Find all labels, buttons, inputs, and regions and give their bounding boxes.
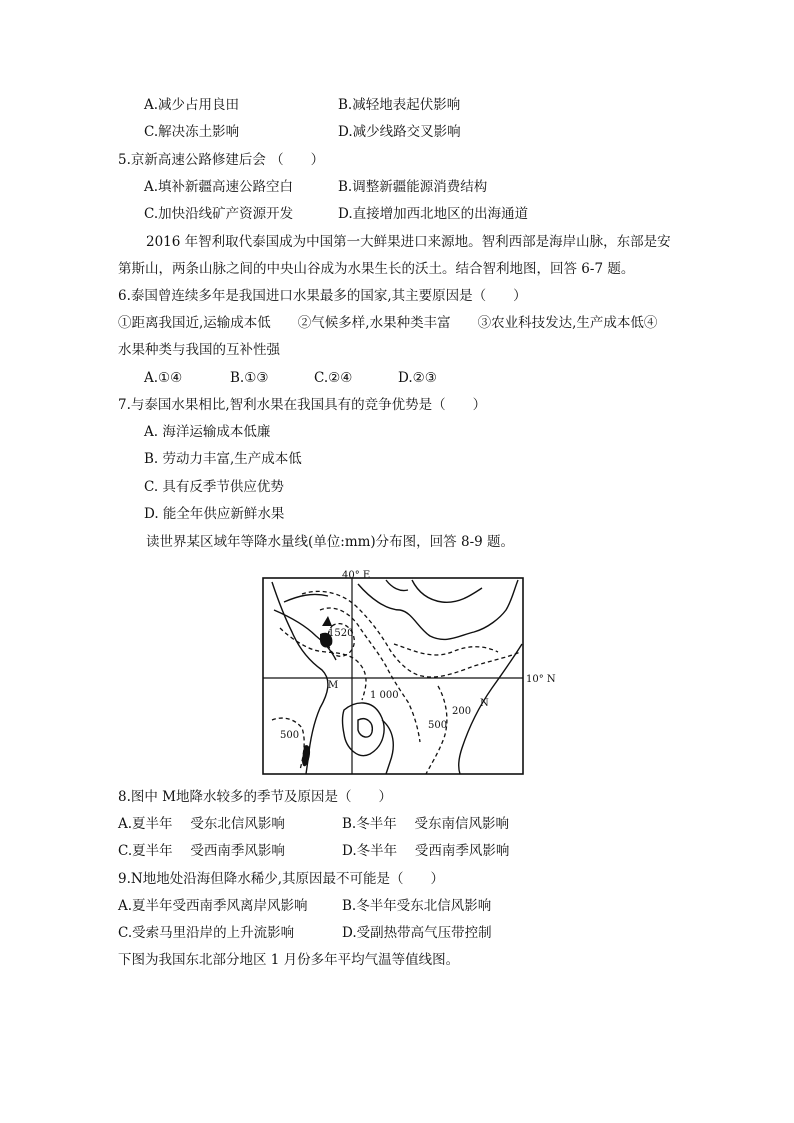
q5-option-c: C.加快沿线矿产资源开发 xyxy=(144,206,294,222)
q8-stem: 8.图中 M地降水较多的季节及原因是（ ） xyxy=(118,789,392,805)
q9-option-d: D.受副热带高气压带控制 xyxy=(342,925,492,941)
q7-option-a: A. 海洋运输成本低廉 xyxy=(144,424,271,440)
q7-option-b: B. 劳动力丰富,生产成本低 xyxy=(144,451,302,467)
outro-text: 下图为我国东北部分地区 1 月份多年平均气温等值线图。 xyxy=(118,952,460,968)
label-lat: 10° N xyxy=(526,674,556,685)
q4-option-a: A.减少占用良田 xyxy=(144,97,240,113)
q5-option-d: D.直接增加西北地区的出海通道 xyxy=(338,206,529,222)
q8-option-b: B.冬半年 受东南信风影响 xyxy=(342,816,510,832)
q9-option-a: A.夏半年受西南季风离岸风影响 xyxy=(118,898,308,914)
q6-option-b: B.①③ xyxy=(230,370,269,386)
q6-items-line2: 水果种类与我国的互补性强 xyxy=(118,342,280,358)
q5-option-b: B.调整新疆能源消费结构 xyxy=(338,179,488,195)
q7-option-d: D. 能全年供应新鲜水果 xyxy=(144,506,285,522)
intro-8-9: 读世界某区域年等降水量线(单位:mm)分布图，回答 8-9 题。 xyxy=(146,534,515,550)
q8-option-a: A.夏半年 受东北信风影响 xyxy=(118,816,285,832)
q9-option-b: B.冬半年受东北信风影响 xyxy=(342,898,492,914)
q7-stem: 7.与泰国水果相比,智利水果在我国具有的竞争优势是（ ） xyxy=(118,397,487,413)
q5-stem: 5.京新高速公路修建后会 （ ） xyxy=(118,152,325,168)
label-1520: 1520 xyxy=(328,628,354,639)
label-lon: 40° E xyxy=(342,570,371,581)
intro-6-7-line1: 2016 年智利取代泰国成为中国第一大鲜果进口来源地。智利西部是海岸山脉，东部是安 xyxy=(146,234,671,250)
q6-option-d: D.②③ xyxy=(398,370,437,386)
intro-6-7-line2: 第斯山，两条山脉之间的中央山谷成为水果生长的沃土。结合智利地图，回答 6-7 题。 xyxy=(118,261,635,277)
q8-option-c: C.夏半年 受西南季风影响 xyxy=(118,843,285,859)
q9-stem: 9.N地地处沿海但降水稀少,其原因最不可能是（ ） xyxy=(118,871,444,887)
q4-option-d: D.减少线路交叉影响 xyxy=(338,124,461,140)
precipitation-map xyxy=(262,570,556,778)
label-N: N xyxy=(480,698,489,709)
q4-option-b: B.减轻地表起伏影响 xyxy=(338,97,461,113)
q4-option-c: C.解决冻土影响 xyxy=(144,124,240,140)
q6-stem: 6.泰国曾连续多年是我国进口水果最多的国家,其主要原因是（ ） xyxy=(118,288,527,304)
label-200: 200 xyxy=(452,706,472,717)
q6-option-c: C.②④ xyxy=(314,370,353,386)
label-500-east: 500 xyxy=(428,720,448,731)
q7-option-c: C. 具有反季节供应优势 xyxy=(144,479,284,495)
q8-option-d: D.冬半年 受西南季风影响 xyxy=(342,843,510,859)
q5-option-a: A.填补新疆高速公路空白 xyxy=(144,179,294,195)
q6-option-a: A.①④ xyxy=(144,370,183,386)
q6-items-line1: ①距离我国近,运输成本低 ②气候多样,水果种类丰富 ③农业科技发达,生产成本低④ xyxy=(118,315,658,331)
q9-option-c: C.受索马里沿岸的上升流影响 xyxy=(118,925,295,941)
label-1000: 1 000 xyxy=(370,690,399,701)
label-500-west: 500 xyxy=(280,730,300,741)
label-M: M xyxy=(328,680,339,691)
